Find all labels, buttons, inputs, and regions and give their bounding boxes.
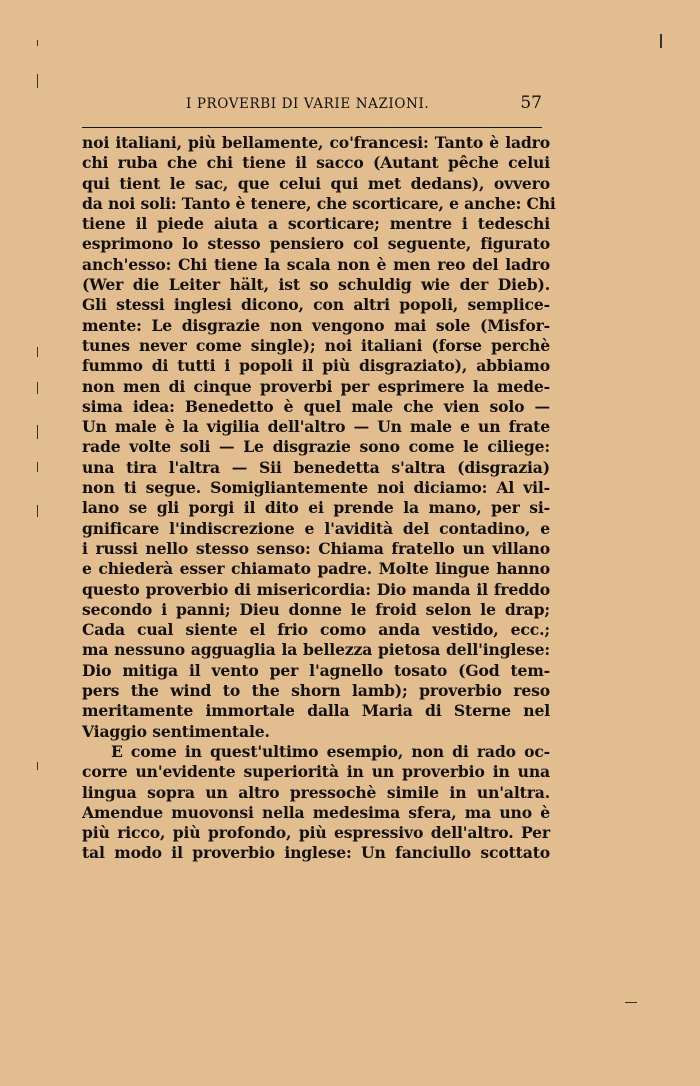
text-line: rade volte soli — Le disgrazie sono come le ciliege:	[82, 437, 550, 457]
text-line: mente: Le disgrazie non vengono mai sole (Misfor-	[82, 315, 550, 335]
scan-mark	[37, 382, 38, 394]
text-line: noi italiani, più bellamente, co'francesi: Tanto è ladro	[82, 133, 550, 152]
text-line: i russi nello stesso senso: Chiama fratello un villano	[82, 538, 550, 558]
scan-mark	[37, 505, 38, 517]
text-line: Gli stessi inglesi dicono, con altri popoli, semplice-	[82, 295, 550, 315]
header-rule	[82, 127, 542, 128]
text-line: Amendue muovonsi nella medesima sfera, ma uno è	[82, 802, 550, 822]
text-line: gnificare l'indiscrezione e l'avidità del contadino, e	[82, 518, 550, 538]
text-line: anch'esso: Chi tiene la scala non è men reo del ladro	[82, 254, 550, 274]
scan-mark	[37, 462, 38, 472]
text-line: fummo di tutti i popoli il più disgraziato), abbiamo	[82, 356, 550, 376]
text-line: Cada cual siente el frio como anda vestido, ecc.;	[82, 620, 550, 640]
text-line: lano se gli porgi il dito ei prende la mano, per si-	[82, 498, 550, 518]
scan-mark	[37, 425, 38, 439]
text-line: una tira l'altra — Sii benedetta s'altra (disgrazia)	[82, 457, 550, 477]
text-line: più ricco, più profondo, più espressivo dell'altro. Per	[82, 823, 550, 843]
text-line: tal modo il proverbio inglese: Un fanciullo scottato	[82, 843, 550, 863]
scan-mark	[660, 34, 662, 48]
page-number: 57	[520, 93, 542, 113]
text-line: chi ruba che chi tiene il sacco (Autant pêche celui	[82, 153, 550, 173]
text-line: non men di cinque proverbi per esprimere la mede-	[82, 376, 550, 396]
text-line: questo proverbio di misericordia: Dio manda il freddo	[82, 579, 550, 599]
text-line: lingua sopra un altro pressochè simile in un'altra.	[82, 782, 550, 802]
text-line: Dio mitiga il vento per l'agnello tosato (God tem-	[82, 660, 550, 680]
paragraph-first-line: E come in quest'ultimo esempio, non di rado oc-	[111, 741, 550, 761]
text-line: tunes never come single); noi italiani (forse perchè	[82, 335, 550, 355]
scan-mark	[37, 74, 38, 88]
text-line: Un male è la vigilia dell'altro — Un male e un frate	[82, 417, 550, 437]
text-line: da noi soli: Tanto è tenere, che scorticare, e anche: Chi	[82, 193, 556, 213]
text-line: esprimono lo stesso pensiero col seguente, figurato	[82, 234, 550, 254]
scan-mark	[37, 762, 38, 770]
running-header	[82, 95, 542, 117]
scan-mark	[625, 1002, 637, 1003]
text-line: pers the wind to the shorn lamb); proverbio reso	[82, 681, 550, 701]
text-line: meritamente immortale dalla Maria di Sterne nel	[82, 701, 550, 721]
running-title: I PROVERBI DI VARIE NAZIONI.	[186, 96, 430, 112]
text-line: tiene il piede aiuta a scorticare; mentre i tedeschi	[82, 214, 550, 234]
text-line: corre un'evidente superiorità in un proverbio in una	[82, 762, 550, 782]
text-line: sima idea: Benedetto è quel male che vien solo —	[82, 396, 550, 416]
text-line: qui tient le sac, que celui qui met dedans), ovvero	[82, 173, 550, 193]
text-line: e chiederà esser chiamato padre. Molte lingue hanno	[82, 559, 550, 579]
text-line: Viaggio sentimentale.	[82, 721, 270, 741]
text-line: non ti segue. Somigliantemente noi diciamo: Al vil-	[82, 478, 550, 498]
scan-mark	[37, 40, 38, 46]
scan-mark	[37, 347, 38, 357]
text-line: ma nessuno agguaglia la bellezza pietosa dell'inglese:	[82, 640, 550, 660]
text-line: secondo i panni; Dieu donne le froid selon le drap;	[82, 599, 550, 619]
text-line: (Wer die Leiter hält, ist so schuldig wie der Dieb).	[82, 275, 550, 295]
body-text	[82, 133, 556, 864]
